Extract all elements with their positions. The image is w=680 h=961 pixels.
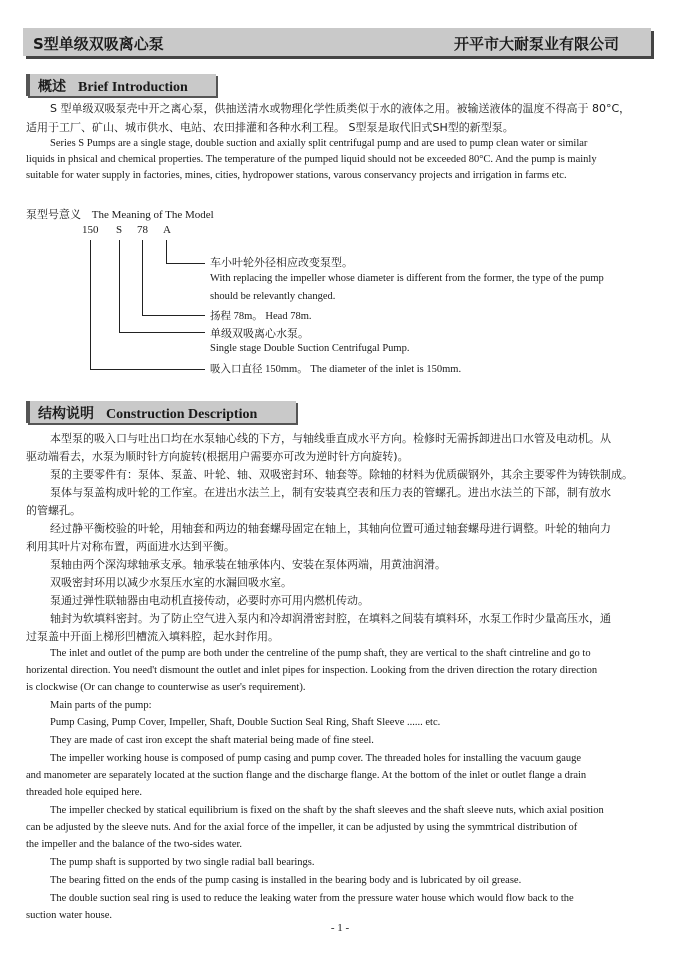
intro-en-line: suitable for water supply in factories, mines, cities, hydropower stations, varous conservancy projects and irrigation in farms etc.: [26, 170, 567, 181]
model-title-en: The Meaning of The Model: [91, 209, 214, 221]
model-desc-150: 吸入口直径 150mm。 The diameter of the inlet is 150mm.: [210, 364, 462, 375]
model-desc-78: 扬程 78m。 Head 78m.: [210, 311, 312, 322]
construction-en-line: is clockwise (Or can change to counterwise as user's requirement).: [26, 682, 306, 693]
company-name: 开平市大耐泵业有限公司: [453, 35, 619, 53]
model-desc-s-en: Single stage Double Suction Centrifugal Pump.: [210, 343, 410, 354]
construction-en-line: the impeller and the balance of the two-sides water.: [26, 839, 243, 850]
construction-en-line: They are made of cast iron except the shaft material being made of fine steel.: [50, 735, 374, 746]
page-number: - 1 -: [330, 922, 350, 934]
document-title: S型单级双吸离心泵: [33, 35, 164, 53]
model-desc-a-en: should be relevantly changed.: [210, 291, 336, 302]
construction-cn-line: 驱动端看去，水泵为顺时针方向旋转(根据用户需要亦可改为逆时针方向旋转)。: [26, 450, 409, 463]
construction-en-line: The bearing fitted on the ends of the pump casing is installed in the bearing body and is lubricated by oil grease.: [50, 875, 522, 886]
model-code-a: A: [163, 224, 171, 236]
bracket-150: [90, 240, 205, 370]
construction-cn-line: 轴封为软填料密封。为了防止空气进入泵内和冷却润滑密封腔，在填料之间装有填料环，水泵工作时少量高压水，通: [50, 612, 611, 625]
model-title: [26, 206, 214, 222]
section-heading-cn: 概述: [38, 79, 66, 95]
construction-en-line: Pump Casing, Pump Cover, Impeller, Shaft, Double Suction Seal Ring, Shaft Sleeve ...... etc.: [50, 717, 441, 728]
construction-en-line: can be adjusted by the sleeve nuts. And for the axial force of the impeller, it can be adjusted by using the symmtrical distribution of: [26, 822, 578, 833]
construction-en-line: The double suction seal ring is used to reduce the leaking water from the pressure water house which would flow back to the: [50, 893, 574, 904]
section-heading-cn: 结构说明: [38, 406, 94, 422]
construction-en-line: Main parts of the pump:: [50, 700, 152, 711]
construction-en-line: suction water house.: [26, 910, 113, 921]
construction-cn-line: 泵体与泵盖构成叶轮的工作室。在进出水法兰上，制有安装真空表和压力表的管螺孔。进出水法兰的下部，制有放水: [50, 486, 611, 499]
construction-cn-line: 泵的主要零件有：泵体、泵盖、叶轮、轴、双吸密封环、轴套等。除轴的材料为优质碳钢外，其余主要零件为铸铁制成。: [50, 468, 633, 481]
construction-cn-line: 的管螺孔。: [26, 504, 81, 517]
header-bar: [23, 28, 651, 56]
construction-en-line: threaded hole equiped here.: [26, 787, 143, 798]
section-heading-en: Construction Description: [106, 407, 258, 422]
model-desc-a-en: With replacing the impeller whose diameter is different from the former, the type of the pump: [210, 273, 604, 284]
section-heading-construction: [26, 401, 296, 423]
section-heading-en: Brief Introduction: [78, 80, 188, 95]
model-desc-a-cn: 车小叶轮外径相应改变泵型。: [210, 256, 353, 269]
construction-cn-line: 利用其叶片对称布置，两面进水达到平衡。: [26, 540, 235, 553]
construction-en-line: horizental direction. You need't dismount the outlet and inlet pipes for inspection. Looking from the driven direction the rotary direction: [26, 665, 598, 676]
construction-en-line: and manometer are separately located at the suction flange and the discharge flange. At the bottom of the inlet or outlet flange a drain: [26, 770, 587, 781]
construction-en-line: The impeller working house is composed of pump casing and pump cover. The threaded holes for installing the vacuum gauge: [50, 753, 582, 764]
construction-en-line: The pump shaft is supported by two single radial ball bearings.: [50, 857, 315, 868]
construction-en-line: The inlet and outlet of the pump are both under the centreline of the pump shaft, they are vertical to the shaft cintreline and go to: [50, 648, 591, 659]
intro-en-line: liquids in phsical and chemical properties. The temperature of the pumped liquid should not be exceeded 80°C. And the pump is mainly: [26, 154, 597, 165]
model-code-78: 78: [137, 224, 148, 236]
model-code-s: S: [116, 224, 123, 236]
construction-en-line: The impeller checked by statical equilibrium is fixed on the shaft by the shaft sleeves and the shaft sleeve nuts, which axial position: [50, 805, 604, 816]
construction-cn-line: 本型泵的吸入口与吐出口均在水泵轴心线的下方，与轴线垂直成水平方向。检修时无需拆卸进出口水管及电动机。从: [50, 432, 611, 445]
intro-cn-line: 适用于工厂、矿山、城市供水、电站、农田排灌和各种水利工程。 S型泵是取代旧式SH型的新型泵。: [26, 121, 514, 134]
construction-cn-line: 泵轴由两个深沟球轴承支承。轴承装在轴承体内、安装在泵体两端，用黄油润滑。: [50, 558, 446, 571]
construction-cn-line: 泵通过弹性联轴器由电动机直接传动，必要时亦可用内燃机传动。: [50, 594, 369, 607]
section-heading-intro: [26, 74, 216, 96]
construction-cn-line: 过泵盖中开面上梯形凹槽流入填料腔，起水封作用。: [26, 630, 279, 643]
construction-cn-line: 经过静平衡校验的叶轮，用轴套和两边的轴套螺母固定在轴上，其轴向位置可通过轴套螺母进行调整。叶轮的轴向力: [50, 522, 611, 535]
model-desc-s-cn: 单级双吸离心水泵。: [210, 327, 309, 340]
intro-cn-line: S 型单级双吸泵壳中开之离心泵，供抽送清水或物理化学性质类似于水的液体之用。被输送液体的温度不得高于 80°C，: [50, 102, 631, 115]
model-code-150: 150: [82, 224, 99, 236]
model-title-cn: 泵型号意义: [26, 208, 81, 221]
intro-en-line: Series S Pumps are a single stage, double suction and axially split centrifugal pump and are used to pump clean water or similar: [50, 138, 588, 149]
construction-cn-line: 双吸密封环用以减少水泵压水室的水漏回吸水室。: [50, 576, 292, 589]
